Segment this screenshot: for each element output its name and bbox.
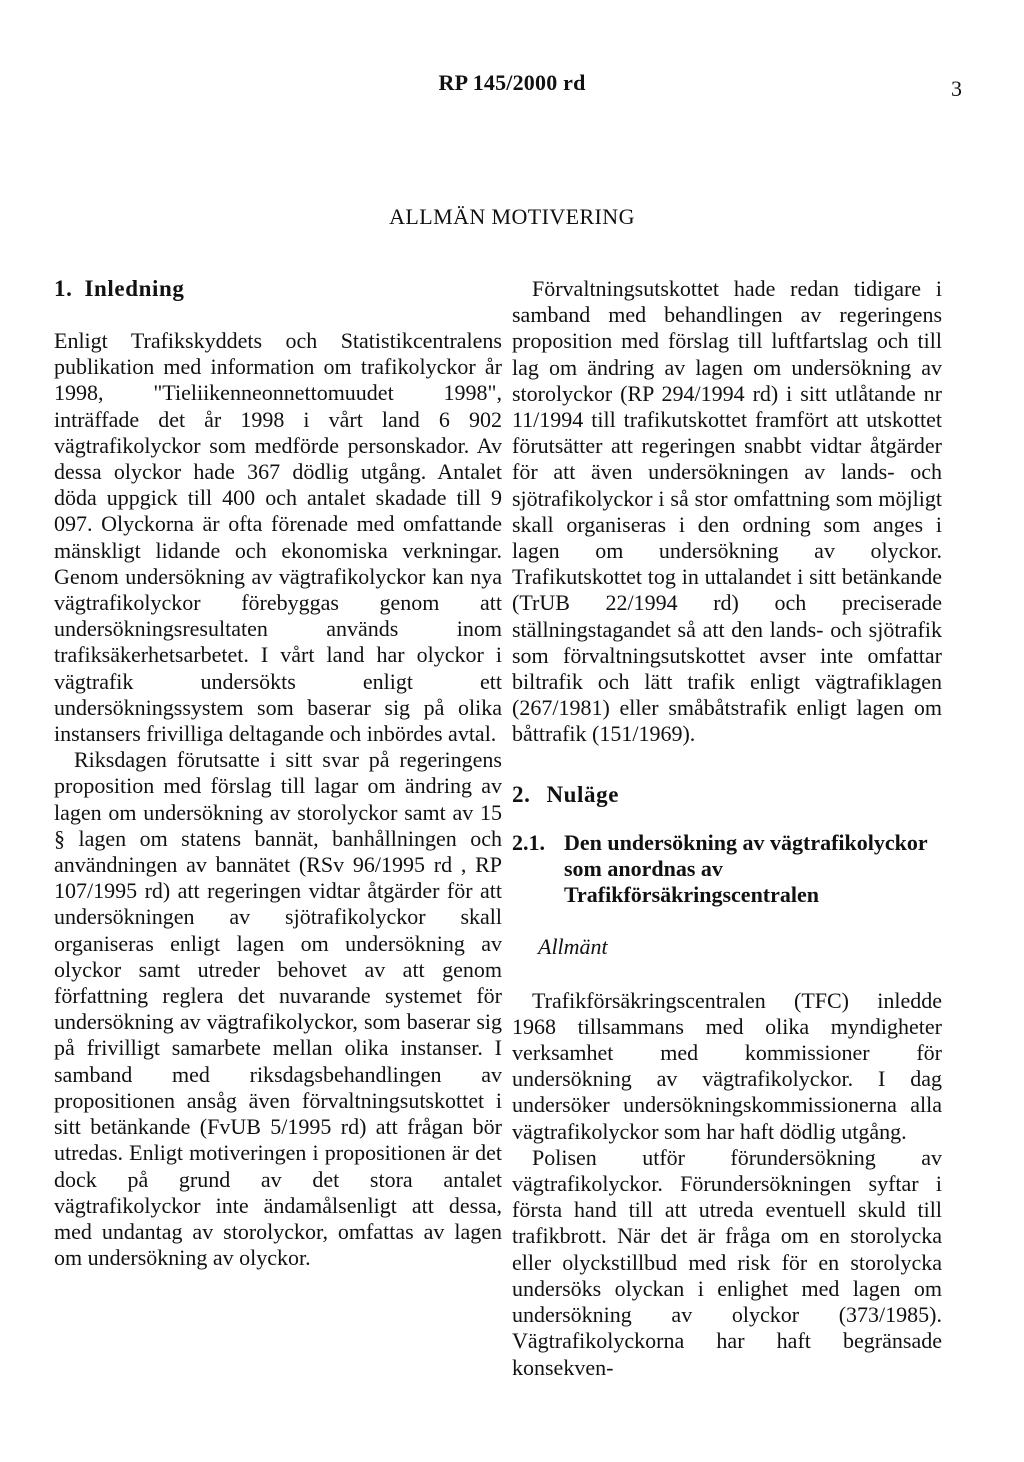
heading-text: Nuläge bbox=[546, 781, 620, 807]
document-header: RP 145/2000 rd bbox=[438, 70, 586, 95]
heading-text: Den undersökning av vägtrafikolyckor som anordnas av Trafikförsäkringscentralen bbox=[564, 829, 928, 907]
heading-tfc-undersokning bbox=[512, 830, 942, 908]
heading-nulage bbox=[512, 782, 942, 808]
page-number: 3 bbox=[951, 76, 962, 101]
paragraph-statistics: Enligt Trafikskyddets och Statistikcentralens publikation med information om trafikolyckor år 1998, "Tieliikenneonnettomuudet 1998", inträffade det år 1998 i vårt land 6 902 vägtrafikolyckor som medförde personskador. Av dessa olyckor hade 367 dödlig utgång. Antalet döda uppgick till 400 och antalet skadade till 9 097. Olyckorna är ofta förenade med omfattande mänskligt lidande och ekonomiska verkningar. Genom undersökning av vägtrafikolyckor kan nya vägtrafikolyckor förebyggas genom att undersökningsresultaten används inom trafiksäkerhetsarbetet. I vårt land har olyckor i vägtrafik undersökts enligt ett undersökningssystem som baserar sig på olika instansers frivilliga deltagande och inbördes avtal. bbox=[54, 328, 502, 747]
left-column bbox=[54, 276, 502, 1271]
right-column bbox=[512, 276, 942, 1381]
heading-number: 2.1. bbox=[512, 829, 545, 855]
heading-number: 1. bbox=[54, 276, 73, 301]
paragraph-polisen: Polisen utför förundersökning av vägtrafikolyckor. Förundersökningen syftar i första hand till att utreda eventuell skuld till trafikbrott. När det är fråga om en storolycka eller olyckstillbud med risk för en storolycka undersöks olyckan i enlighet med lagen om undersökning av olyckor (373/1985). Vägtrafikolyckorna har haft begränsade konsekven- bbox=[512, 1144, 942, 1380]
paragraph-forvaltningsutskottet: Förvaltningsutskottet hade redan tidigare i samband med behandlingen av regeringens proposition med förslag till luftfartslag och till lag om ändring av lagen om undersökning av storolyckor (RP 294/1994 rd) i sitt utlåtande nr 11/1994 till trafikutskottet framfört att utskottet förutsätter att regeringen snabbt vidtar åtgärder för att även undersökningen av lands- och sjötrafikolyckor i så stor omfattning som möjligt skall organiseras i den ordning som anges i lagen om undersökning av olyckor. Trafikutskottet tog in uttalandet i sitt betänkande (TrUB 22/1994 rd) och preciserade ställningstagandet så att den lands- och sjötrafik som förvaltningsutskottet avser inte omfattar biltrafik och lätt trafik enligt vägtrafiklagen (267/1981) eller småbåtstrafik enligt lagen om båttrafik (151/1969). bbox=[512, 276, 942, 747]
heading-inledning bbox=[54, 276, 502, 302]
heading-text: Inledning bbox=[84, 276, 185, 301]
subheading-allmant: Allmänt bbox=[538, 933, 608, 959]
heading-number: 2. bbox=[512, 781, 531, 807]
section-heading: ALLMÄN MOTIVERING bbox=[389, 204, 635, 229]
paragraph-riksdagen: Riksdagen förutsatte i sitt svar på regeringens proposition med förslag till lagar om ändring av lagen om undersökning av storolyckor samt av 15 § lagen om statens bannät, banhållningen och användningen av bannätet (RSv 96/1995 rd , RP 107/1995 rd) att regeringen vidtar åtgärder för att undersökningen av sjötrafikolyckor skall organiseras enligt lagen om undersökning av olyckor samt utreder behovet av att genom författning reglera det nuvarande systemet för undersökning av vägtrafikolyckor, som baserar sig på frivilligt samarbete mellan olika instanser. I samband med riksdagsbehandlingen av propositionen ansåg även förvaltningsutskottet i sitt betänkande (FvUB 5/1995 rd) att frågan bör utredas. Enligt motiveringen i propositionen är det dock på grund av det stora antalet vägtrafikolyckor inte ändamålsenligt att dessa, med undantag av storolyckor, omfattas av lagen om undersökning av olyckor. bbox=[54, 747, 502, 1271]
paragraph-tfc: Trafikförsäkringscentralen (TFC) inledde 1968 tillsammans med olika myndigheter verksamhet med kommissioner för undersökning av vägtrafikolyckor. I dag undersöker undersökningskommissionerna alla vägtrafikolyckor som har haft dödlig utgång. bbox=[512, 987, 942, 1144]
